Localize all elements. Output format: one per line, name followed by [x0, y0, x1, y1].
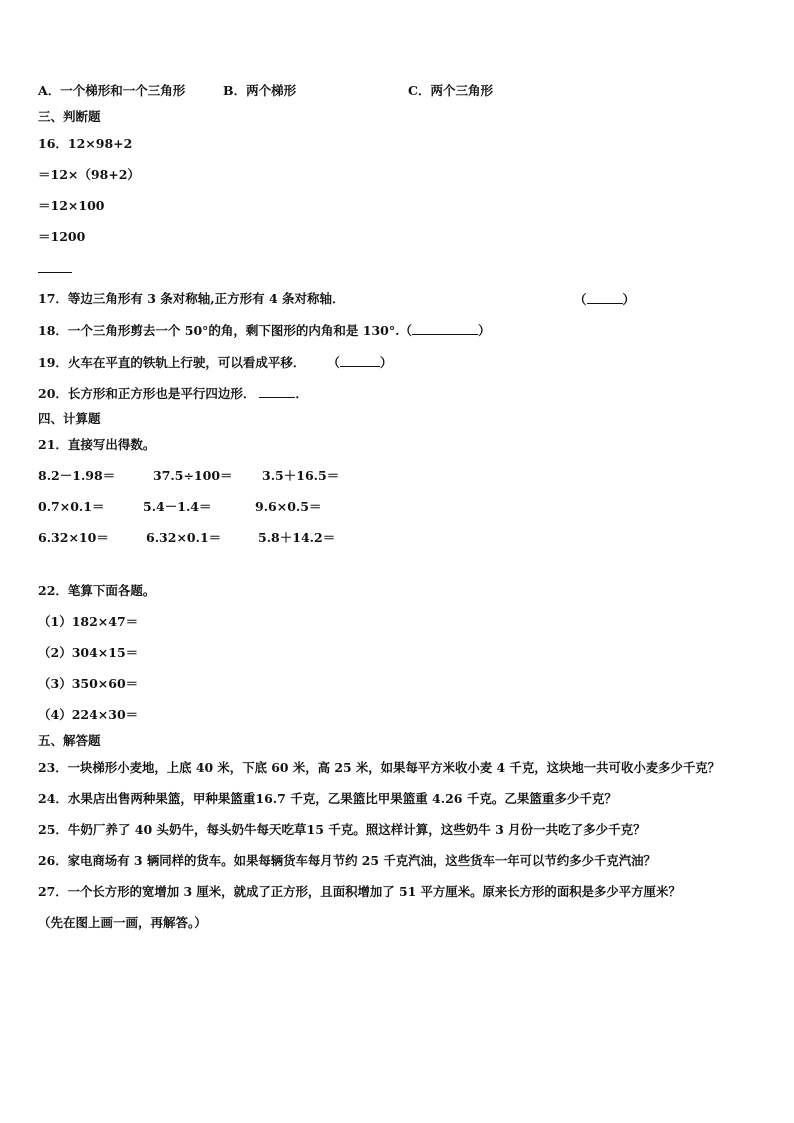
section-4-title: 四、计算题	[38, 411, 101, 426]
q16-line-1: 16．12×98+2	[38, 136, 133, 151]
q21-item: 3.5＋16.5＝	[262, 468, 340, 483]
q18-paren-close: ）	[477, 323, 491, 338]
q26-text: 26．家电商场有 3 辆同样的货车。如果每辆货车每月节约 25 千克汽油，这些货车一年可以节约多少千克汽油？	[38, 853, 656, 868]
q22-item: （4）224×30＝	[38, 707, 139, 722]
q16-line-2: ＝12×（98+2）	[38, 167, 140, 182]
q22-item: （3）350×60＝	[38, 676, 139, 691]
q27-line-2: （先在图上画一画，再解答。）	[38, 915, 207, 930]
q21-item: 0.7×0.1＝	[38, 499, 105, 514]
q17-paren-open: （	[574, 292, 587, 307]
q15-option-a: A．一个梯形和一个三角形	[38, 83, 186, 98]
q17-blank[interactable]	[587, 291, 623, 304]
q25-text: 25．牛奶厂养了 40 头奶牛，每头奶牛每天吃草15 千克。照这样计算，这些奶牛 3 月份一共吃了多少千克？	[38, 822, 646, 837]
q17-answer-paren[interactable]	[574, 291, 635, 308]
q22-item: （1）182×47＝	[38, 614, 139, 629]
q18-blank[interactable]	[412, 322, 478, 335]
q20-line	[38, 385, 308, 402]
q17-text: 17．等边三角形有 3 条对称轴,正方形有 4 条对称轴．	[38, 291, 345, 306]
q19-line	[38, 354, 392, 371]
section-5-title: 五、解答题	[38, 733, 101, 748]
q19-paren-close: ）	[379, 355, 393, 370]
q20-blank[interactable]	[259, 385, 295, 398]
q21-prompt: 21．直接写出得数。	[38, 437, 156, 452]
section-3-title: 三、判断题	[38, 109, 101, 124]
q15-option-c: C．两个三角形	[408, 83, 493, 98]
q22-prompt: 22．笔算下面各题。	[38, 583, 156, 598]
q20-text: 20．长方形和正方形也是平行四边形．	[38, 386, 256, 401]
q18-line	[38, 322, 490, 339]
q16-line-4: ＝1200	[38, 229, 86, 244]
q19-blank[interactable]	[340, 354, 380, 367]
q18-text: 18．一个三角形剪去一个 50°的角，剩下图形的内角和是 130°.（	[38, 323, 412, 338]
q21-item: 9.6×0.5＝	[255, 499, 322, 514]
q19-text: 19．火车在平直的铁轨上行驶，可以看成平移．	[38, 355, 306, 370]
q23-text: 23．一块梯形小麦地，上底 40 米，下底 60 米，高 25 米，如果每平方米收小麦 4 千克，这块地一共可收小麦多少千克？	[38, 760, 721, 775]
q21-item: 6.32×0.1＝	[146, 530, 222, 545]
q21-item: 8.2－1.98＝	[38, 468, 116, 483]
q16-answer-blank[interactable]	[38, 272, 72, 273]
q24-text: 24．水果店出售两种果篮，甲种果篮重16.7 千克，乙果篮比甲果篮重 4.26 千克。乙果篮重多少千克？	[38, 791, 617, 806]
q20-end: ．	[295, 386, 308, 401]
q17-paren-close: ）	[622, 292, 636, 307]
q19-paren-open: （	[327, 355, 340, 370]
q21-item: 5.8＋14.2＝	[258, 530, 336, 545]
q21-item: 6.32×10＝	[38, 530, 109, 545]
q16-line-3: ＝12×100	[38, 198, 105, 213]
q21-item: 37.5÷100＝	[153, 468, 233, 483]
q27-line-1: 27．一个长方形的宽增加 3 厘米，就成了正方形，且面积增加了 51 平方厘米。原来长方形的面积是多少平方厘米？	[38, 884, 681, 899]
q21-item: 5.4－1.4＝	[143, 499, 212, 514]
q22-item: （2）304×15＝	[38, 645, 139, 660]
q15-option-b: B．两个梯形	[223, 83, 297, 98]
